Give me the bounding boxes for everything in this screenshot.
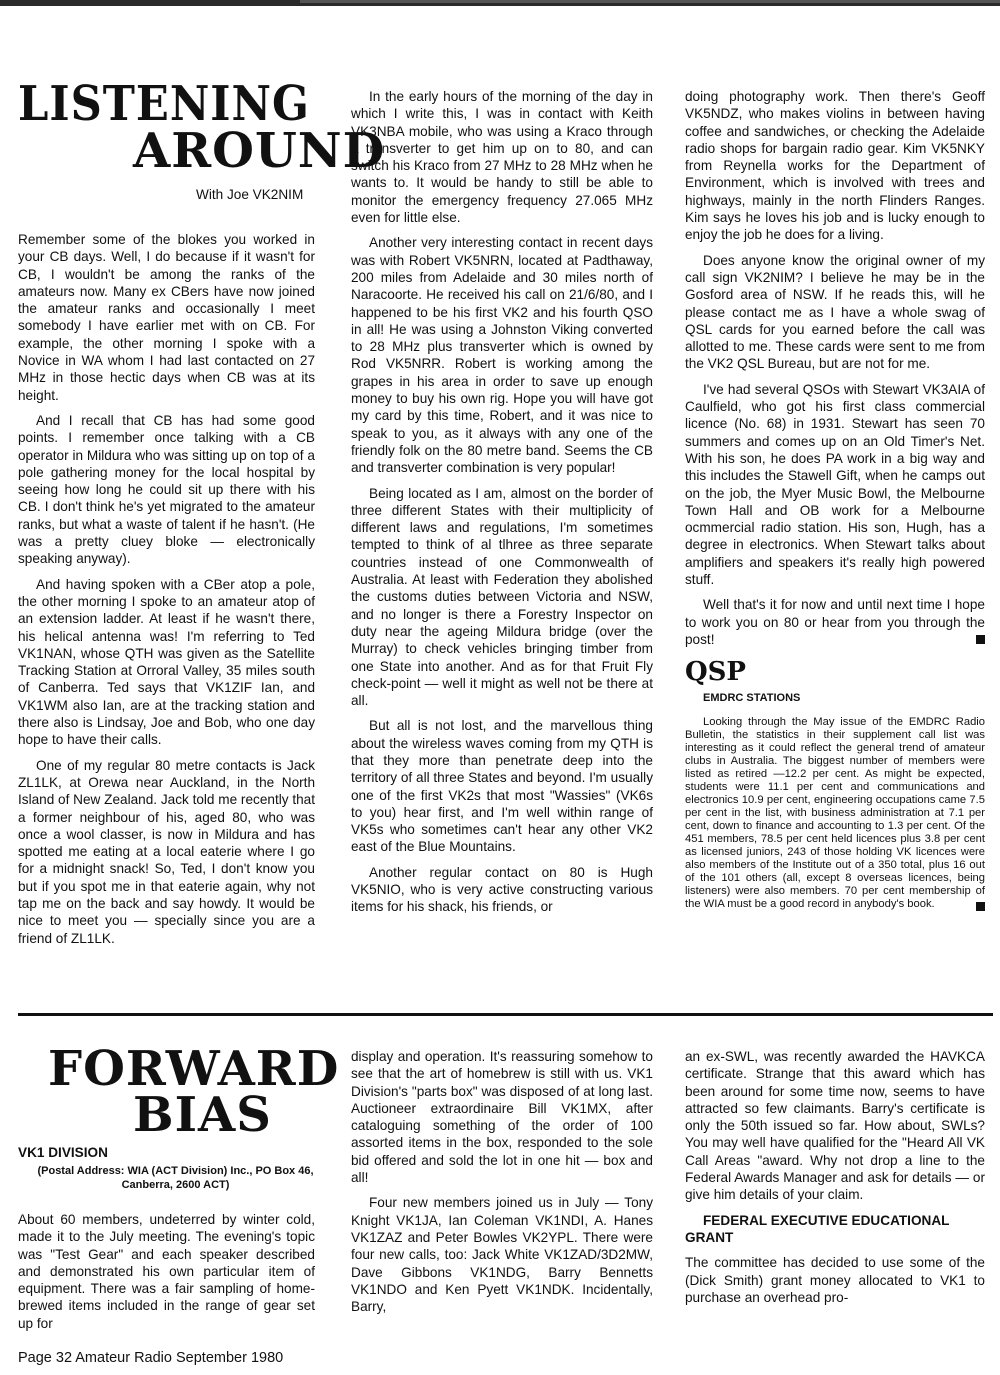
section-divider	[18, 1013, 993, 1016]
qsp-title: QSP	[685, 657, 746, 688]
paragraph: Being located as I am, almost on the border of three different States with their multiplicity of different laws and regulations, I'm sometimes tempted to think of al tlhree as three separate countries instead of one Commonwealth of Australia. At least with Federation they abolished the customs duties between Victoria and NSW, and no longer is there a Forestry Inspector on duty near the ageing Mildura bridge (over the Murray) to check vehicles bringing timber from one State into another. And as for that Fruit Fly check-point — well it might as well not be there at all.	[351, 485, 653, 709]
paragraph-closing	[685, 596, 985, 648]
paragraph: And I recall that CB has had some good points. I remember once talking with a CB operator in Mildura who was sitting up on top of a pole gathering money for the local hospital by seeing how long he could sit up there with his CB. I don't think he's yet migrated to the amateur ranks, but what a waste of talent if he hasn't. (He was a pretty cluey bloke — electronically speaking anyway).	[18, 412, 315, 567]
page-footer: Page 32 Amateur Radio September 1980	[18, 1350, 284, 1366]
paragraph: I've had several QSOs with Stewart VK3AIA of Caulfield, who got his first class commercial licence (No. 68) in 1931. Stewart has seen 70 summers and comes up on an Old Timer's Net. With his son, he does PA work in a big way and this includes the Stawell Gift, when he camps out on the job, the Myer Music Bowl, the Melbourne Town Hall and OB work for a Melbourne ocmmercial radio station. His son, Hugh, has a degree in electronics. When Stewart talks about amplifiers and speakers it's really high powered stuff.	[685, 381, 985, 588]
article1-column-3	[685, 88, 985, 919]
article-title-line2: AROUND	[133, 123, 386, 179]
paragraph: Another very interesting contact in recent days was with Robert VK5NRN, located at Padthaway, 200 miles from Adelaide and 30 miles north of Naracoorte. He received his call on 21/6/80, and I happened to be his first VK2 and his fourth QSO in all! He was using a Johnston Viking converted to 28 MHz plus transverter which is owned by Rod VK5NRR. Robert is working among the grapes in his area in order to save up enough money to buy his own rig. Hope you will have got my card by this time, Robert, and it was nice to speak to you, as it always with any one of the friendly folk on the 80 metre band. Seems the CB and transverter combination is very popular!	[351, 235, 653, 476]
paragraph: Another regular contact on 80 is Hugh VK5NIO, who is very active constructing various items for his shack, his friends, or	[351, 864, 653, 915]
paragraph: an ex-SWL, was recently awarded the HAVKCA certificate. Strange that this award which has been around for some time now, seems to have attracted so few claimants. Barry's certificate is only the 50th issued so far. How about, SWLs? You may well have qualified for the "Heard All VK Call Areas "award. Why not drop a line to the Federal Awards Manager and ask for details — or give him details of your claim.	[685, 1049, 985, 1203]
qsp-heading: EMDRC STATIONS	[703, 692, 801, 705]
qsp-body	[685, 716, 985, 911]
closing-text: Well that's it for now and until next time I hope to work you on 80 or hear from you through the post!	[685, 597, 985, 647]
paragraph: And having spoken with a CBer atop a pole, the other morning I spoke to an amateur atop of an extension ladder. At least if he wasn't there, his helical antenna was! I'm referring to Ted VK1NAN, whose QTH was given as the Satellite Tracking Station at Orroral Valley, 35 miles south of Canberra. Ted says that VK1ZIF Ian, and VK1WM also Ian, are at the tracking station and there also is Lindsay, Joe and Bob, who one day hope to have their calls.	[18, 576, 315, 748]
paragraph: In the early hours of the morning of the day in which I write this, I was in contact with Keith VK3NBA mobile, who was using a Kraco through a transverter to get him up on to 80, and can switch his Kraco from 27 MHz to 28 MHz when he wants to. It would be handy to still be able to monitor the emergency frequency 27.065 MHz even for little else.	[351, 89, 653, 226]
top-border-inner	[300, 0, 1000, 3]
qsp-body-text: Looking through the May issue of the EMDRC Radio Bulletin, the statistics in their supplement call list was interesting as it could reflect the general trend of amateur clubs in Australia. The biggest number of members were listed as retired —12.2 per cent. As might be expected, students were 11.1 per cent and communications and electronics 10.9 per cent, engineering occupations came 7.5 per cent in the list, with business administration at 7.1 per cent, down to finance and accounting to 1.3 per cent. Of the 451 members, 78.5 per cent held licences plus 3.8 per cent as licensed juniors, 243 of those holding VK licences were also members of the Institute out of a 350 total, plus 16 out of the 101 others (all, except 8 overseas licences, being listeners) were also members. 70 per cent membership of the WIA must be a good record in anybody's book.	[685, 715, 985, 910]
article2-column-3	[685, 1048, 985, 1314]
article2-title-line2: BIAS	[133, 1087, 272, 1143]
byline: With Joe VK2NIM	[196, 187, 304, 202]
division-heading: VK1 DIVISION	[18, 1145, 108, 1160]
paragraph: Four new members joined us in July — Tony Knight VK1JA, Ian Coleman VK1NDI, A. Hanes VK1ZAZ and Peter Bowles VK2YPL. There were four new calls, too: Jack White VK1ZAD/3D2MW, Dave Gibbons VK1NDG, Barry Bennetts VK1NDO and Ken Pyett VK1NDK. Incidentally, Barry,	[351, 1195, 653, 1315]
paragraph: The committee has decided to use some of the (Dick Smith) grant money allocated to VK1 to purchase an overhead pro-	[685, 1255, 985, 1305]
paragraph: Remember some of the blokes you worked in your CB days. Well, I do because if it wasn't for CB, I wouldn't be among the ranks of the amateurs now. Many ex CBers have now joined the amateur ranks and occasionally I meet somebody I have earlier met with on CB. For example, the other morning I spoke with a Novice in WA whom I had last contacted on 27 MHz in those hectic days when CB was at its height.	[18, 232, 315, 403]
article1-column-2	[351, 88, 653, 924]
paragraph: doing photography work. Then there's Geoff VK5NDZ, who makes violins in between having coffee and sandwiches, or checking the Adelaide radio shops for bargain radio gear. Kim VK5NKY from Reynella works for the Department of Environment, which is involved with trees and highways, mainly in the north Flinders Ranges. Kim says he loves his job and is lucky enough to enjoy the job he does for a living.	[685, 89, 985, 243]
article2-column-2	[351, 1048, 653, 1323]
paragraph: display and operation. It's reassuring somehow to see that the art of homebrew is still with us. VK1 Division's "parts box" was disposed of at long last. Auctioneer extraordinaire Bill VK1MX, after cataloguing something of the order of 100 assorted items in the box, responded to the sole bid offered and sold the lot in one hit — box and all!	[351, 1049, 653, 1186]
paragraph: Does anyone know the original owner of my call sign VK2NIM? I believe he may be in the Gosford area of NSW. If he reads this, will he please contact me as I have a whole swag of QSL cards for you earned before the call was allotted to me. These cards were sent to me from the VK2 QSL Bureau, but are not for me.	[685, 252, 985, 372]
subheading: FEDERAL EXECUTIVE EDUCATIONAL GRANT	[685, 1212, 950, 1245]
postal-address: (Postal Address: WIA (ACT Division) Inc., PO Box 46, Canberra, 2600 ACT)	[37, 1165, 314, 1191]
paragraph: One of my regular 80 metre contacts is Jack ZL1LK, at Orewa near Auckland, in the North Island of New Zealand. Jack told me recently that a former neighbour of his, aged 80, who was once a wool classer, is now in Mildura and has spotted me eating at a local eaterie where I go for a midnight snack! So, Ted, I don't know you but if you spot me in that eaterie again, why not tap me on the back and say howdy. It would be nice to meet you — specially since you are a friend of ZL1LK.	[18, 757, 315, 946]
article2-title-line1: FORWARD	[48, 1041, 340, 1097]
article2-column-1	[18, 1211, 315, 1340]
article-title-line1: LISTENING	[18, 76, 310, 132]
end-mark-icon	[976, 635, 985, 644]
article1-column-1	[18, 231, 315, 955]
paragraph: But all is not lost, and the marvellous thing about the wireless waves coming from my QTH is that they more than penetrate deep into the territory of all three States and beyond. I'm usually one of the first VK2s that most "Wassies" (VK6s to you) hear first, and I'm well within range of VK5s who sometimes can't hear any other VK2 east of the Blue Mountains.	[351, 718, 653, 855]
paragraph: About 60 members, undeterred by winter cold, made it to the July meeting. The evening's topic was "Test Gear" and each speaker described and demonstrated his own particular item of equipment. There was a fair sampling of home-brewed items included in the range of gear set up for	[18, 1212, 315, 1331]
end-mark-icon	[976, 902, 985, 911]
